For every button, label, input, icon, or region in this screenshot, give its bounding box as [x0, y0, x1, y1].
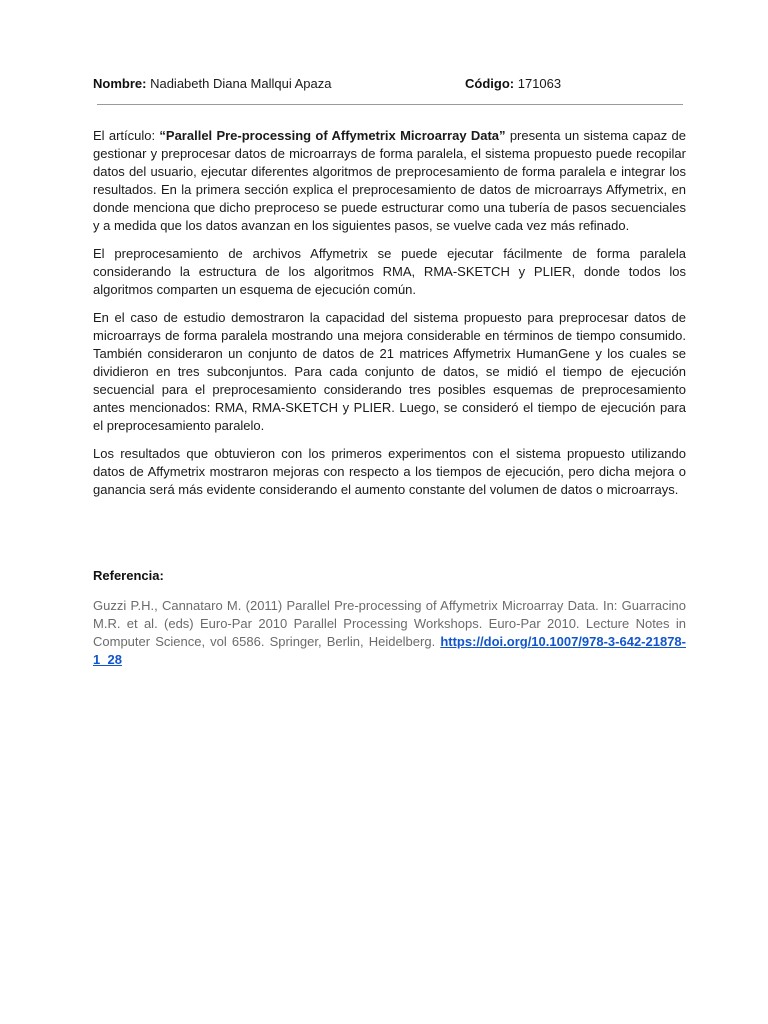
paragraph-2: El preprocesamiento de archivos Affymetrix se puede ejecutar fácilmente de forma paralela considerando la estructura de los algoritmos RMA, RMA-SKETCH y PLIER, donde todos los algoritmos comparten un esquema de ejecución común. [93, 246, 686, 297]
paragraph-3: En el caso de estudio demostraron la capacidad del sistema propuesto para preprocesar datos de microarrays de forma paralela mostrando una mejora considerable en términos de tiempo consumido. También consideraron un conjunto de datos de 21 matrices Affymetrix HumanGene y los cuales se dividieron en tres subconjuntos. Para cada conjunto de datos, se midió el tiempo de ejecución secuencial para el preprocesamiento considerando tres posibles esquemas de preprocesamiento antes mencionados: RMA, RMA-SKETCH y PLIER. Luego, se consideró el tiempo de ejecución para el preprocesamiento paralelo. [93, 310, 686, 433]
name-label: Nombre: [93, 76, 147, 91]
name-value: Nadiabeth Diana Mallqui Apaza [150, 76, 332, 91]
reference-citation [93, 597, 686, 669]
paragraph-1 [93, 127, 686, 235]
code-label: Código: [465, 76, 515, 91]
paragraph-1-rest: presenta un sistema capaz de gestionar y preprocesar datos de microarrays de forma paralela, el sistema propuesto puede recopilar datos del usuario, ejecutar diferentes algoritmos de preprocesamiento de forma paralela e integrar los resultados. En la primera sección explica el preprocesamiento de datos de microarrays Affymetrix, en donde menciona que dicho preproceso se puede estructurar como una tubería de pasos secuenciales y a medida que los datos avanzan en los siguientes pasos, se vuelve cada vez más refinado. [93, 128, 686, 233]
article-title: “Parallel Pre-processing of Affymetrix Microarray Data” [159, 128, 506, 143]
code-field [465, 75, 561, 93]
paragraph-4: Los resultados que obtuvieron con los primeros experimentos con el sistema propuesto utilizando datos de Affymetrix mostraron mejoras con respecto a los tiempos de ejecución, pero dicha mejora o ganancia será más evidente considerando el aumento constante del volumen de datos o microarrays. [93, 446, 686, 497]
header-divider [97, 104, 683, 105]
reference-heading: Referencia: [93, 568, 164, 583]
document-body [93, 127, 686, 509]
reference-text: Guzzi P.H., Cannataro M. (2011) Parallel Pre-processing of Affymetrix Microarray Data. In: Guarracino M.R. et al. (eds) Euro-Par 2010 Parallel Processing Workshops. Euro-Par 2010. Lecture Notes in Computer Science, vol 6586. Springer, Berlin, Heidelberg. [93, 598, 686, 649]
paragraph-1-intro: El artículo: [93, 128, 160, 143]
name-field [93, 75, 331, 93]
doi-link[interactable]: https://doi.org/10.1007/978-3-642-21878-1_28 [93, 634, 686, 667]
code-value: 171063 [517, 76, 562, 91]
